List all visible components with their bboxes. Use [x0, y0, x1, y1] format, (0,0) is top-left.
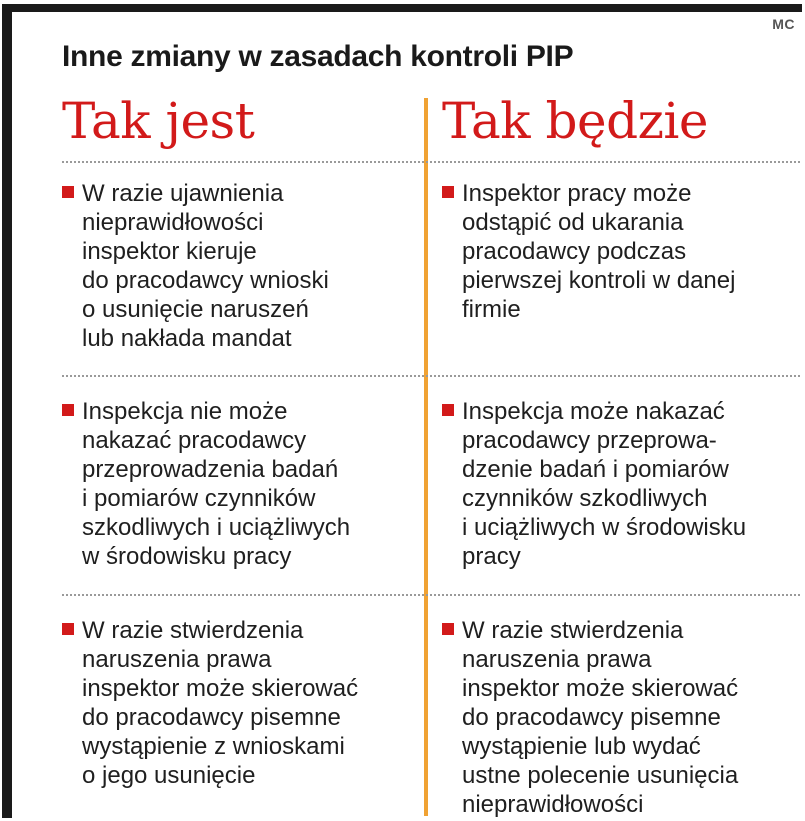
- item-line: pracodawcy podczas: [462, 238, 687, 265]
- item-line: lub nakłada mandat: [82, 325, 292, 352]
- list-item-current: [62, 397, 412, 571]
- item-line: pracodawcy przeprowa-: [462, 427, 717, 454]
- item-line: inspektor może skierować: [462, 675, 739, 702]
- item-line: o usunięcie naruszeń: [82, 296, 309, 323]
- item-line: do pracodawcy pisemne: [462, 704, 721, 731]
- item-line: ustne polecenie usunięcia: [462, 762, 739, 789]
- bullet-square-icon: [442, 623, 454, 635]
- bullet-square-icon: [442, 186, 454, 198]
- item-line: i uciążliwych w środowisku: [462, 514, 747, 541]
- bullet-square-icon: [62, 186, 74, 198]
- source-label: MC: [772, 16, 795, 32]
- column-heading-future: Tak będzie: [442, 92, 708, 150]
- item-line: Inspekcja może nakazać: [462, 398, 725, 425]
- column-heading-current: Tak jest: [62, 92, 255, 150]
- item-line: szkodliwych i uciążliwych: [82, 514, 351, 541]
- item-line: inspektor może skierować: [82, 675, 359, 702]
- bullet-square-icon: [442, 404, 454, 416]
- item-line: odstąpić od ukarania: [462, 209, 684, 236]
- item-line: nakazać pracodawcy: [82, 427, 307, 454]
- item-line: do pracodawcy pisemne: [82, 704, 341, 731]
- row-separator: [62, 594, 800, 596]
- row-separator: [62, 375, 800, 377]
- item-line: pierwszej kontroli w danej: [462, 267, 736, 294]
- item-line: o jego usunięcie: [82, 762, 256, 789]
- item-line: nieprawidłowości: [82, 209, 264, 236]
- item-line: inspektor kieruje: [82, 238, 257, 265]
- item-line: pracy: [462, 543, 521, 570]
- item-line: wystąpienie z wnioskami: [82, 733, 345, 760]
- row-separator: [62, 161, 800, 163]
- item-line: W razie stwierdzenia: [82, 617, 304, 644]
- item-line: naruszenia prawa: [462, 646, 652, 673]
- item-line: W razie ujawnienia: [82, 180, 284, 207]
- item-line: wystąpienie lub wydać: [462, 733, 701, 760]
- item-line: do pracodawcy wnioski: [82, 267, 329, 294]
- page-title: Inne zmiany w zasadach kontroli PIP: [62, 40, 574, 73]
- item-line: naruszenia prawa: [82, 646, 272, 673]
- column-divider: [424, 98, 428, 816]
- item-line: W razie stwierdzenia: [462, 617, 684, 644]
- list-item-future: [442, 616, 792, 819]
- bullet-square-icon: [62, 623, 74, 635]
- item-line: firmie: [462, 296, 521, 323]
- item-line: Inspektor pracy może: [462, 180, 692, 207]
- list-item-future: [442, 397, 792, 571]
- list-item-future: [442, 179, 792, 324]
- item-line: i pomiarów czynników: [82, 485, 316, 512]
- frame-left-bar: [2, 4, 12, 818]
- item-line: czynników szkodliwych: [462, 485, 708, 512]
- item-line: przeprowadzenia badań: [82, 456, 339, 483]
- list-item-current: [62, 179, 412, 353]
- bullet-square-icon: [62, 404, 74, 416]
- item-line: nieprawidłowości: [462, 791, 644, 818]
- frame-top-bar: [2, 4, 802, 12]
- list-item-current: [62, 616, 412, 790]
- item-line: Inspekcja nie może: [82, 398, 288, 425]
- item-line: w środowisku pracy: [82, 543, 292, 570]
- item-line: dzenie badań i pomiarów: [462, 456, 729, 483]
